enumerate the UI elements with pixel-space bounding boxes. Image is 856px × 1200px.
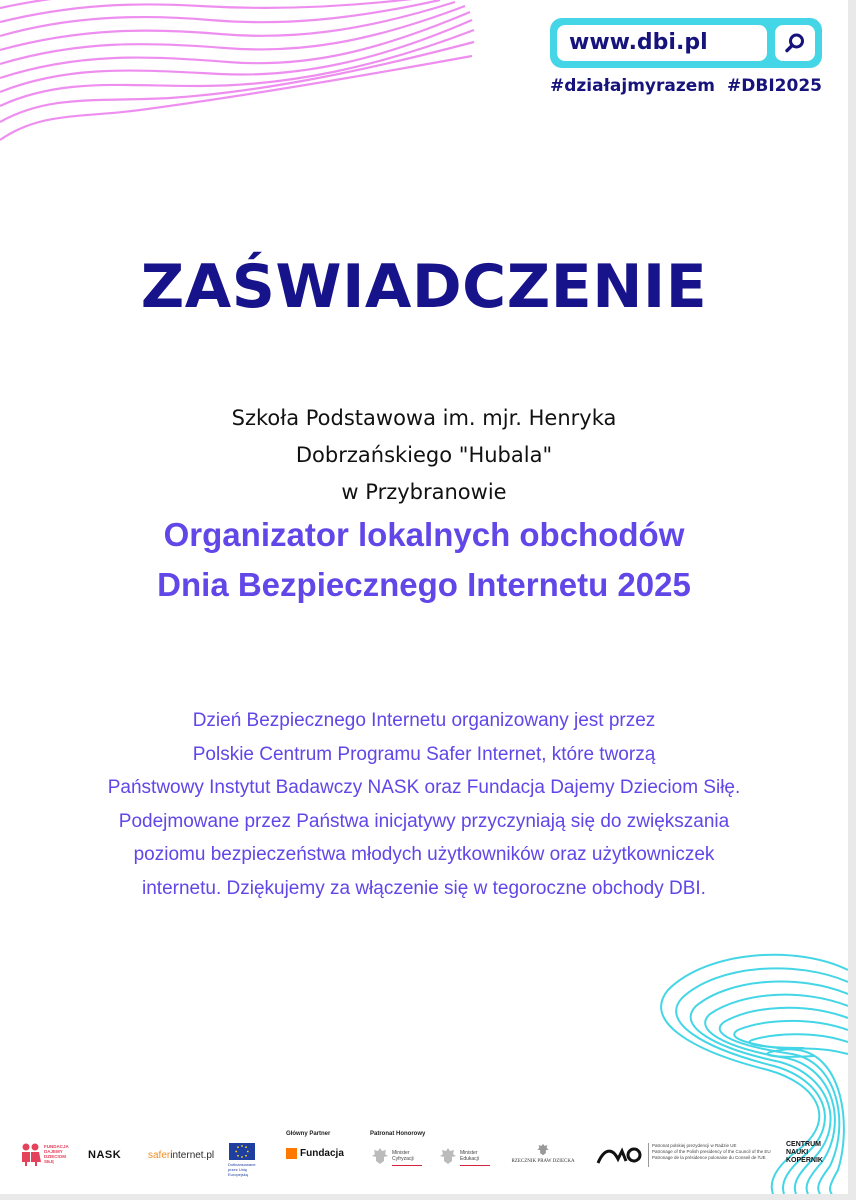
- role-line-1: Organizator lokalnych obchodów: [163, 516, 685, 553]
- organizer-role: [0, 510, 848, 610]
- description-line: Dzień Bezpiecznego Internetu organizowany jest przez: [192, 710, 656, 731]
- honorary-patronage: [370, 1131, 490, 1137]
- presidency-logo-icon: [596, 1143, 644, 1167]
- rzecznik-praw-dziecka: [508, 1143, 578, 1164]
- minister-cyfryzacji: [372, 1145, 432, 1171]
- school-name: [0, 400, 848, 511]
- search-bar[interactable]: [550, 18, 822, 68]
- rpd-text: RZECZNIK PRAW DZIECKA: [511, 1159, 575, 1164]
- pink-wave-decoration: [0, 0, 480, 150]
- red-line: [460, 1165, 490, 1166]
- minister-2-text: Minister Edukacji: [460, 1150, 479, 1162]
- red-line: [392, 1165, 422, 1166]
- presidency-divider: [648, 1143, 649, 1167]
- description-line: poziomu bezpieczeństwa młodych użytkowników oraz użytkowniczek: [133, 844, 715, 866]
- presidency-text-2: Patronage of the Polish presidency of the Council of the EU: [652, 1149, 771, 1154]
- eagle-icon: [372, 1147, 388, 1165]
- eagle-icon: [537, 1143, 549, 1156]
- description: [20, 704, 828, 906]
- search-button[interactable]: [775, 25, 815, 61]
- search-icon: [784, 32, 806, 54]
- patronage-label: Patronat Honorowy: [370, 1131, 426, 1137]
- logo-fdds: [20, 1142, 70, 1168]
- description-line: internetu. Dziękujemy za włączenie się w tegoroczne obchody DBI.: [142, 877, 706, 899]
- cnk-line-1: CENTRUM: [786, 1141, 821, 1148]
- search-field[interactable]: www.dbi.pl: [557, 25, 767, 61]
- hashtags: [550, 76, 822, 96]
- logo-nask: NASK: [88, 1149, 122, 1161]
- logo-centrum-nauki-kopernik: [786, 1141, 836, 1165]
- logo-fdds-text: FUNDACJA DAJEMY DZIECIOM SIŁĘ: [44, 1144, 69, 1164]
- orange-square-icon: [286, 1148, 297, 1159]
- cnk-line-3: KOPERNIK: [786, 1157, 823, 1164]
- logo-eu-caption: Dofinansowane przez Unię Europejską: [228, 1162, 256, 1177]
- description-line: Polskie Centrum Programu Safer Internet, które tworzą: [192, 743, 656, 765]
- school-line-1: Szkoła Podstawowa im. mjr. Henryka: [231, 406, 617, 430]
- hashtag-dbi2025: #DBI2025: [727, 76, 822, 96]
- main-partner: [286, 1131, 356, 1159]
- cnk-line-2: NAUKI: [786, 1149, 809, 1156]
- main-partner-label: Główny Partner: [286, 1131, 331, 1137]
- polish-presidency: [596, 1141, 776, 1171]
- school-line-3: w Przybranowie: [341, 480, 507, 504]
- certificate-title: ZAŚWIADCZENIE: [140, 252, 708, 322]
- presidency-text-3: Patronage de la présidence polonaise du Conseil de l'UE: [652, 1155, 766, 1160]
- eagle-icon: [440, 1147, 456, 1165]
- fdds-icon: [20, 1142, 42, 1166]
- school-line-2: Dobrzańskiego "Hubala": [295, 443, 553, 467]
- minister-edukacji: [440, 1145, 500, 1171]
- logo-saferinternet-b: internet.pl: [170, 1150, 215, 1161]
- eu-flag-icon: [229, 1143, 255, 1160]
- logo-saferinternet-a: safer: [148, 1150, 171, 1161]
- sponsor-logos: [0, 1125, 848, 1175]
- minister-1-text: Minister Cyfryzacji: [392, 1150, 414, 1162]
- presidency-text: [652, 1143, 777, 1161]
- description-line: Podejmowane przez Państwa inicjatywy przyczyniają się do zwiększania: [118, 810, 730, 832]
- presidency-text-1: Patronat polskiej prezydencji w Radzie UE: [652, 1143, 737, 1148]
- logo-eu: [228, 1143, 262, 1177]
- main-partner-name: Fundacja: [300, 1148, 344, 1159]
- hashtag-dzialajmyrazem: #działajmyrazem: [550, 76, 716, 96]
- main-partner-logo: [286, 1148, 356, 1159]
- role-line-2: Dnia Bezpiecznego Internetu 2025: [157, 566, 691, 603]
- description-line: Państwowy Instytut Badawczy NASK oraz Fundacja Dajemy Dzieciom Siłę.: [107, 777, 741, 799]
- logo-saferinternet: [148, 1150, 214, 1161]
